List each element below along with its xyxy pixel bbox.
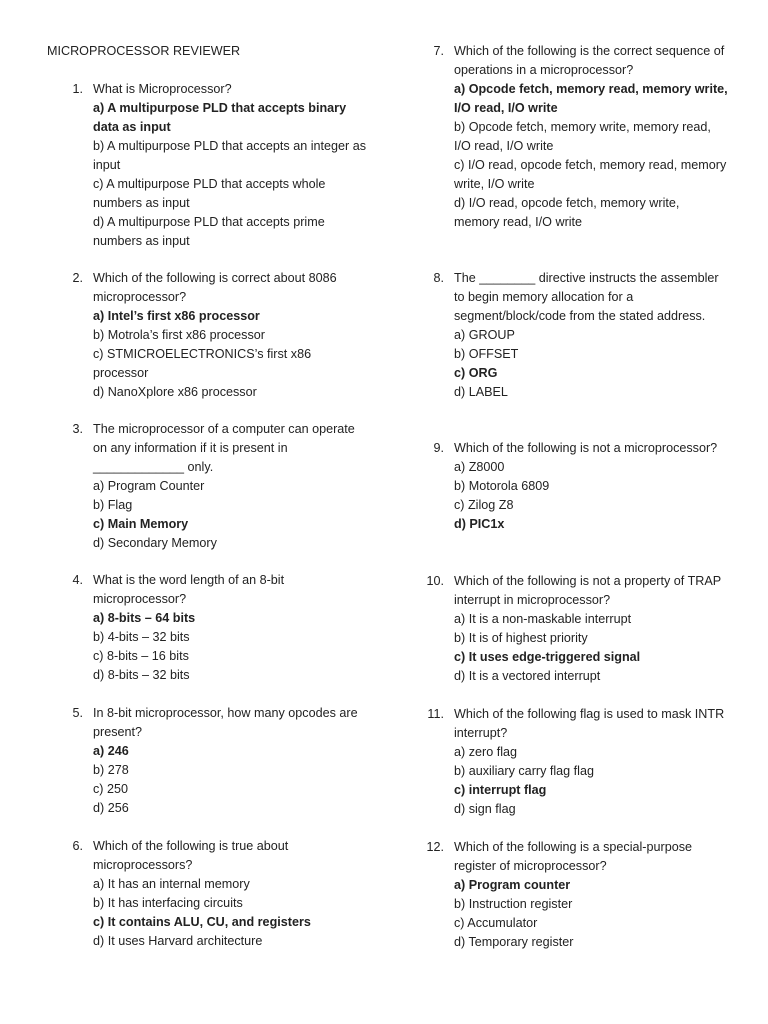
answer-option: c) Accumulator: [454, 916, 538, 930]
question-body: [454, 838, 728, 952]
question-3: [47, 420, 367, 553]
answer-option: a) It has an internal memory: [93, 877, 250, 891]
answer-option: d) NanoXplore x86 processor: [93, 385, 257, 399]
question-number: 11.: [427, 707, 444, 721]
answer-option: b) Motrola’s first x86 processor: [93, 328, 265, 342]
question-body: [454, 269, 728, 402]
question-text: In 8-bit microprocessor, how many opcodes are present?: [93, 706, 358, 739]
answer-option: b) 4-bits – 32 bits: [93, 630, 190, 644]
question-text: Which of the following flag is used to mask INTR interrupt?: [454, 707, 725, 740]
question-7: [408, 42, 728, 232]
question-number: 5.: [72, 706, 83, 720]
answer-option: d) A multipurpose PLD that accepts prime numbers as input: [93, 215, 325, 248]
answer-option: c) Zilog Z8: [454, 498, 514, 512]
question-9: [408, 439, 728, 534]
answer-option-correct: c) Main Memory: [93, 517, 189, 531]
question-text: Which of the following is correct about 8086 microprocessor?: [93, 271, 337, 304]
question-body: [93, 80, 367, 251]
answer-option: a) zero flag: [454, 745, 517, 759]
question-body: [93, 420, 367, 553]
answer-option: c) 250: [93, 782, 129, 796]
answer-option: d) It is a vectored interrupt: [454, 669, 601, 683]
question-6: [47, 837, 367, 951]
question-body: [454, 439, 728, 534]
answer-option: d) sign flag: [454, 802, 516, 816]
question-body: [454, 42, 728, 232]
question-text: What is the word length of an 8-bit microprocessor?: [93, 573, 285, 606]
question-number: 7.: [433, 44, 444, 58]
question-2: [47, 269, 367, 402]
answer-option: b) It is of highest priority: [454, 631, 588, 645]
question-number: 6.: [72, 839, 83, 853]
question-body: [93, 571, 367, 685]
answer-option: b) OFFSET: [454, 347, 519, 361]
answer-option-correct: a) Program counter: [454, 878, 571, 892]
answer-option-correct: a) 8-bits – 64 bits: [93, 611, 196, 625]
answer-option: b) Opcode fetch, memory write, memory read, I/O read, I/O write: [454, 120, 711, 153]
answer-option: b) Instruction register: [454, 897, 573, 911]
answer-option: b) 278: [93, 763, 129, 777]
answer-option: a) Z8000: [454, 460, 505, 474]
question-1: [47, 80, 367, 251]
answer-option: b) Flag: [93, 498, 133, 512]
question-number: 1.: [72, 82, 83, 96]
question-body: [93, 269, 367, 402]
question-body: [93, 837, 367, 951]
question-number: 3.: [72, 422, 83, 436]
answer-option: d) LABEL: [454, 385, 508, 399]
answer-option-correct: a) A multipurpose PLD that accepts binary data as input: [93, 101, 347, 134]
question-body: [454, 705, 728, 819]
answer-option-correct: c) ORG: [454, 366, 498, 380]
answer-option: c) 8-bits – 16 bits: [93, 649, 189, 663]
question-number: 9.: [433, 441, 444, 455]
answer-option: c) A multipurpose PLD that accepts whole numbers as input: [93, 177, 326, 210]
question-10: [408, 572, 728, 686]
answer-option: d) 256: [93, 801, 129, 815]
question-text: Which of the following is true about microprocessors?: [93, 839, 289, 872]
question-text: Which of the following is a special-purpose register of microprocessor?: [454, 840, 693, 873]
answer-option: d) Secondary Memory: [93, 536, 217, 550]
answer-option-correct: a) 246: [93, 744, 129, 758]
question-text: The ________ directive instructs the assembler to begin memory allocation for a segment/block/code from the stated address.: [454, 271, 719, 323]
question-text: Which of the following is not a microprocessor?: [454, 441, 718, 455]
answer-option: d) 8-bits – 32 bits: [93, 668, 190, 682]
answer-option: c) STMICROELECTRONICS’s first x86 processor: [93, 347, 312, 380]
answer-option: d) It uses Harvard architecture: [93, 934, 263, 948]
answer-option-correct: c) It uses edge-triggered signal: [454, 650, 641, 664]
question-text: The microprocessor of a computer can operate on any information if it is present in _____________ only.: [93, 422, 355, 474]
answer-option-correct: c) interrupt flag: [454, 783, 547, 797]
answer-option: d) I/O read, opcode fetch, memory write, memory read, I/O write: [454, 196, 680, 229]
question-4: [47, 571, 367, 685]
question-body: [93, 704, 367, 818]
answer-option: a) GROUP: [454, 328, 515, 342]
question-5: [47, 704, 367, 818]
question-number: 10.: [426, 574, 444, 588]
answer-option: c) I/O read, opcode fetch, memory read, memory write, I/O write: [454, 158, 727, 191]
answer-option: a) It is a non-maskable interrupt: [454, 612, 632, 626]
question-text: What is Microprocessor?: [93, 82, 232, 96]
answer-option: d) Temporary register: [454, 935, 574, 949]
question-text: Which of the following is not a property of TRAP interrupt in microprocessor?: [454, 574, 721, 607]
question-number: 8.: [433, 271, 444, 285]
answer-option: b) It has interfacing circuits: [93, 896, 243, 910]
question-11: [408, 705, 728, 819]
question-8: [408, 269, 728, 402]
question-12: [408, 838, 728, 952]
answer-option: b) A multipurpose PLD that accepts an integer as input: [93, 139, 367, 172]
answer-option: a) Program Counter: [93, 479, 205, 493]
page-title: MICROPROCESSOR REVIEWER: [47, 44, 241, 58]
answer-option-correct: a) Intel’s first x86 processor: [93, 309, 260, 323]
question-number: 2.: [72, 271, 83, 285]
question-number: 12.: [426, 840, 444, 854]
answer-option-correct: d) PIC1x: [454, 517, 505, 531]
question-body: [454, 572, 728, 686]
question-number: 4.: [72, 573, 83, 587]
answer-option: b) Motorola 6809: [454, 479, 550, 493]
answer-option-correct: c) It contains ALU, CU, and registers: [93, 915, 311, 929]
answer-option: b) auxiliary carry flag flag: [454, 764, 594, 778]
answer-option-correct: a) Opcode fetch, memory read, memory write, I/O read, I/O write: [454, 82, 728, 115]
question-text: Which of the following is the correct sequence of operations in a microprocessor?: [454, 44, 725, 77]
